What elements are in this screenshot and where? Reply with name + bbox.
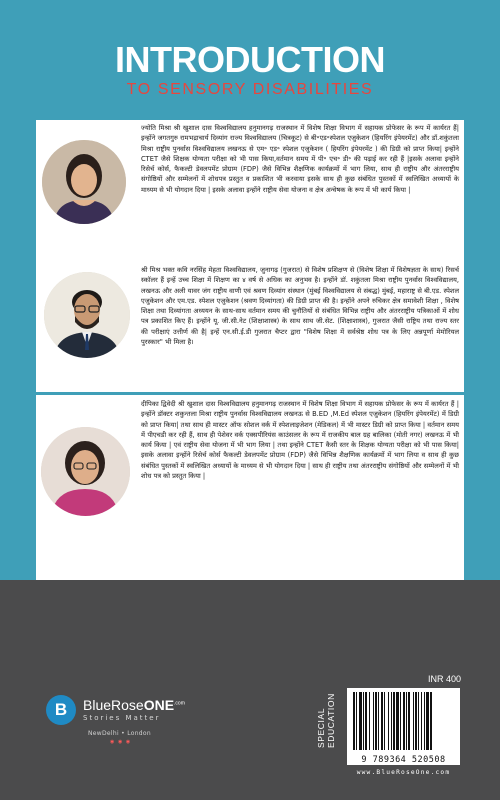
publisher-name-suffix: .com [174, 700, 185, 707]
isbn-number: 9 789364 520508 [361, 755, 446, 765]
barcode [347, 688, 460, 765]
publisher-logo-icon [46, 695, 76, 725]
website-url: www.BlueRoseOne.com [356, 769, 451, 776]
publisher-name [83, 697, 185, 713]
author-photo-3 [41, 427, 130, 516]
publisher-cities: NewDelhi • London [88, 730, 151, 737]
author-photo-1 [42, 140, 126, 224]
category-line-2: EDUCATION [326, 693, 336, 748]
author-bio-1: ज्योति मिश्रा श्री खुशाल दास विश्वविद्यालय हनुमानगढ़ राजस्थान में विशेष शिक्षा विभाग में सहायक प्रोफेसर के रूप में कार्यरत हैं| इन्होंने जगतगुरु रामभद्राचार्य दिव्यांग राज्य विश्वविद्यालय (चित्रकूट) से बी॰एड॰स्पेशल एजुकेशन (हियरिंग इंपेयरमेंट) और डॉ.शकुंतला मिश्रा राष्ट्रीय पुनर्वास विश्वविद्यालय लखनऊ से एम॰ एड॰ स्पेशल एजुकेशन ( हियरिंग इंपेयरमेंट ) की डिग्री को प्राप्त किया| इन्होंने CTET जैसे शिक्षक योग्यता परीक्षा को भी पास किया,वर्तमान समय में पी॰ एच॰ डी॰ की पढ़ाई कर रही हैं |इसके अलावा इन्होंने रिसेर्च कोर्स, फैकल्टी डेवलपमेंट प्रोग्राम (FDP) जैसे विभिन्न शैक्षणिक कार्यक्रमों में भाग लिया, साथ ही राष्ट्रीय और अंतरराष्ट्रीय संगोष्ठियों और सम्मेलनों में शोधपत्र प्रस्तुत व प्रकाशित भी करवाया इसके साथ ही कुछ संबंधित पुस्तकों में स्वलिखित अध्यायों के माध्यम से भी योगदान दिया | इसके अलावा इन्होंने राष्ट्रीय सेवा योजना व क्षेत्र अन्वेषक के रूप में भी कार्य किया | [141, 124, 459, 194]
book-subtitle: TO SENSORY DISABILITIES [126, 81, 374, 98]
book-title: INTRODUCTION [115, 39, 385, 80]
social-icons: ◉ ◉ ◉ [110, 739, 132, 745]
author-bio-2: श्री मिश्र भक्त कवि नरसिंह मेहता विश्वविद्यालय, जुनागढ़ (गुजरात) से विशेष प्रशिक्षण से (विशेष शिक्षा में विशेषज्ञता के साथ) रिसर्च स्कॉलर हैं इन्हें उच्च शिक्षा में शिक्षण का ४ वर्ष से अधिक का अनुभव है। इन्होंने डॉ. शकुंतला मिश्रा राष्ट्रीय पुनर्वास विश्वविद्यालय, लखनऊ और अली यावर जंग राष्ट्रीय वाणी एवं श्रवण दिव्यांग संस्थान (मुंबई विश्वविद्यालय से संबद्ध) मुंबई, महाराष्ट्र से बी.एड. स्पेशल एजुकेशन और एम.एड. स्पेशल एजुकेशन (श्रवण दिव्यांगता) की डिग्री प्राप्त की है। इन्होंने अपने रुचिकर क्षेत्र समावेशी शिक्षा , विशेष शिक्षा तथा दिव्यांगता अध्ययन के साथ-साथ वर्तमान समय की चुनौतियों से संबंधित विभिन्न राष्ट्रीय और अंतरराष्ट्रीय पत्रिकाओं में शोध पत्र प्रकाशित किए हैं। इन्होंने यू. जी.सी.नेट (शिक्षाशास्त्र) के साथ साथ जी.सेट. (शिक्षाशास्त्र), गुजरात जैसी राष्ट्रिय तथा राज्य स्तर की परीक्षाएं उत्तीर्ण की है| इन्हें एन.सी.ई.डी गुजरात चैप्टर द्वारा "विशेष शिक्षा में सर्वश्रेष्ठ शोध पत्र के लिए अन्नपूर्णा मेमोरियल पुरस्कार" भी मिला है। [141, 266, 459, 347]
woman-with-glasses-portrait-photo [41, 427, 130, 516]
title-block [0, 40, 500, 99]
author-bio-3: दीपिका द्विवेदी श्री खुशाल दास विश्वविद्यालय हनुमानगढ़ राजस्थान में विशेष शिक्षा विभाग में सहायक प्रोफेसर के रूप में कार्यरत हैं | इन्होंने डॉक्टर शकुन्तला मिश्रा राष्ट्रीय पुनर्वास विश्वविद्यालय लखनऊ से B.ED ,M.Ed स्पेशल एजुकेशन (हियरिंग इंपेयरमेंट) में डिग्री को प्राप्त किया| तथा साथ ही मास्टर ऑफ सोशल वर्क में स्पेशलाइजेशन (मेडिकल) में भी मास्टर डिग्री को प्राप्त किया | वर्तमान समय में पीएचडी कर रही हैं, साथ ही पेशेवर वर्क एक्सपीरियंस काउंसलर के रूप में राजकीय बाल ग्रह बालिका (मोती नगर) लखनऊ में भी कार्य किया | एवं राष्ट्रीय सेवा योजना में भी भाग लिया | तथा इन्होंने CTET कैसी स्तर के शिक्षक योग्यता परीक्षा को भी पास किया| इसके अलावा इन्होंने रिसेर्च कोर्स फैकल्टी डेवलपमेंट प्रोग्राम (FDP) जैसे विभिन्न शैक्षणिक कार्यक्रमों में भाग लिया व साथ ही कुछ संबंधित पुस्तकों में स्वलिखित अध्यायों के माध्यम से भी योगदान दिया | साथ ही राष्ट्रीय तथा अंतरराष्ट्रीय संगोष्ठियों और सम्मेलनों में भी शोध पत्र को प्रस्तुत किया | [141, 400, 459, 481]
man-portrait-photo [44, 272, 130, 358]
publisher-name-part2: ONE [143, 697, 175, 713]
publisher-tagline: Stories Matter [83, 714, 161, 722]
barcode-icon [353, 692, 454, 752]
woman-portrait-photo [42, 140, 126, 224]
author-photo-2 [44, 272, 130, 358]
publisher-name-part1: BlueRose [83, 697, 144, 713]
logo-letter: B [54, 700, 68, 719]
price-label: INR 400 [428, 674, 462, 684]
category-line-1: SPECIAL [316, 707, 326, 748]
